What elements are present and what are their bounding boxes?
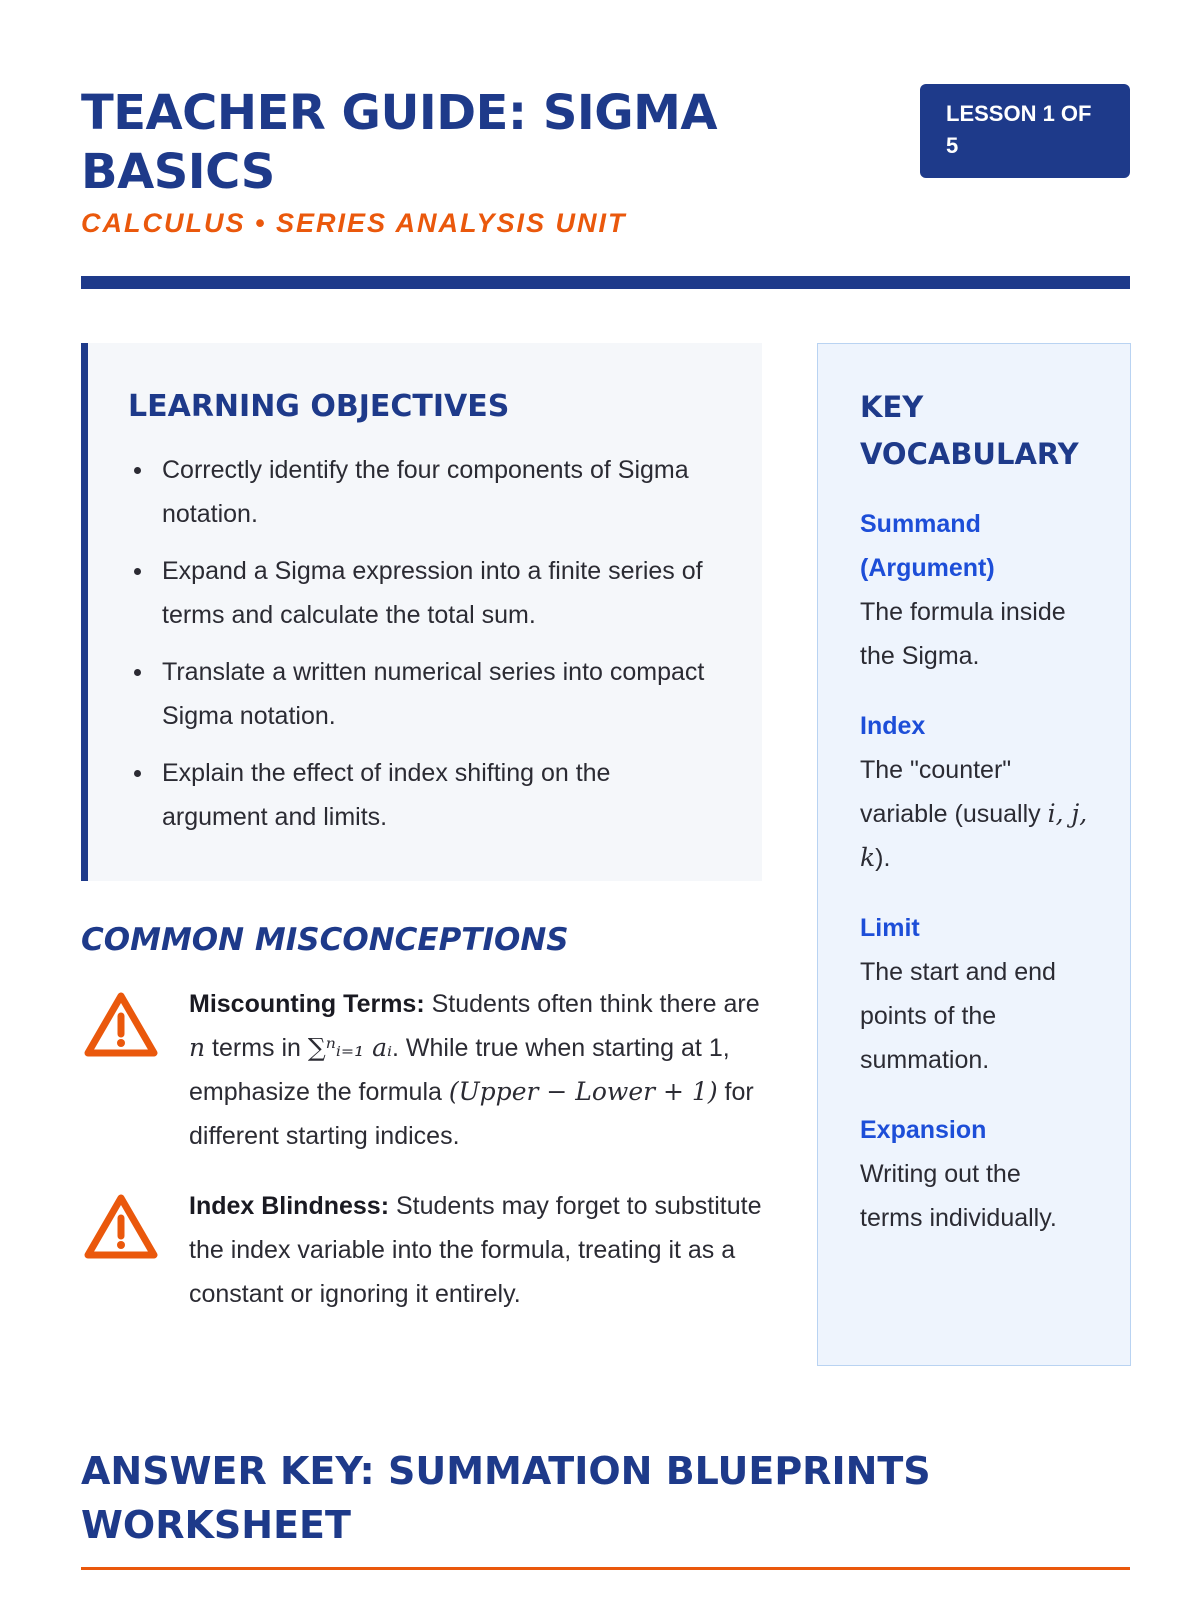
misconception-body: for different starting indices. xyxy=(189,1078,754,1150)
lesson-badge: LESSON 1 OF 5 xyxy=(920,84,1130,178)
vocab-entry-index xyxy=(860,704,1090,880)
vocab-definition-end: ). xyxy=(875,844,891,872)
vocab-definition xyxy=(860,748,1090,880)
learning-objectives-panel xyxy=(81,343,762,881)
misconception-item-index-blindness xyxy=(81,1184,762,1316)
misconception-item-miscounting xyxy=(81,982,762,1158)
vocab-definition: Writing out the terms individually. xyxy=(860,1160,1057,1232)
vocab-definition: The formula inside the Sigma. xyxy=(860,598,1066,670)
page-header xyxy=(81,84,1130,294)
learning-objectives-heading: LEARNING OBJECTIVES xyxy=(128,389,510,424)
vocab-term: Expansion xyxy=(860,1116,987,1144)
vocab-term: Summand (Argument) xyxy=(860,510,995,582)
math-n: n xyxy=(189,1033,206,1062)
objectives-list xyxy=(128,448,722,839)
misconception-body: Students may forget to substitute the index variable into the formula, treating it as a constant or ignoring it entirely. xyxy=(189,1192,762,1308)
key-vocabulary-heading: KEY VOCABULARY xyxy=(860,390,1079,471)
misconceptions-heading: COMMON MISCONCEPTIONS xyxy=(81,922,569,958)
warning-triangle-icon xyxy=(83,990,159,1060)
math-sum-expression: ∑ⁿᵢ₌₁ aᵢ xyxy=(307,1033,393,1062)
vocab-entry-expansion xyxy=(860,1108,1090,1240)
objective-item: Correctly identify the four components of Sigma notation. xyxy=(128,448,722,536)
misconception-term: Miscounting Terms: xyxy=(189,990,425,1018)
answer-key-heading: ANSWER KEY: SUMMATION BLUEPRINTS WORKSHEET xyxy=(81,1449,931,1547)
warning-triangle-icon xyxy=(83,1192,159,1262)
vocab-term: Limit xyxy=(860,914,920,942)
math-upper-lower-formula: (Upper − Lower + 1) xyxy=(448,1077,718,1106)
answer-key-section xyxy=(81,1444,1130,1552)
page-title: TEACHER GUIDE: SIGMA BASICS xyxy=(81,85,718,200)
misconception-body: . While true when starting at 1, emphasize the formula xyxy=(189,1034,730,1106)
objective-item: Expand a Sigma expression into a finite series of terms and calculate the total sum. xyxy=(128,549,722,637)
header-divider xyxy=(81,276,1130,289)
objective-item: Explain the effect of index shifting on the argument and limits. xyxy=(128,751,722,839)
vocab-entry-summand xyxy=(860,502,1090,678)
misconception-term: Index Blindness: xyxy=(189,1192,390,1220)
common-misconceptions-section xyxy=(81,922,762,1342)
vocab-entry-limit xyxy=(860,906,1090,1082)
vocab-term: Index xyxy=(860,712,926,740)
key-vocabulary-panel xyxy=(817,343,1131,1366)
vocab-definition: The start and end points of the summation. xyxy=(860,958,1056,1074)
math-index-variables: i, j, k xyxy=(860,799,1088,872)
objective-item: Translate a written numerical series into compact Sigma notation. xyxy=(128,650,722,738)
vocab-definition-text: The "counter" variable (usually xyxy=(860,756,1041,828)
answer-key-divider xyxy=(81,1567,1130,1570)
misconception-text xyxy=(189,982,762,1158)
page-subtitle: CALCULUS • SERIES ANALYSIS UNIT xyxy=(81,208,627,238)
misconception-body: terms in xyxy=(205,1034,308,1062)
misconception-text xyxy=(189,1184,762,1316)
misconception-body: Students often think there are xyxy=(424,990,760,1018)
